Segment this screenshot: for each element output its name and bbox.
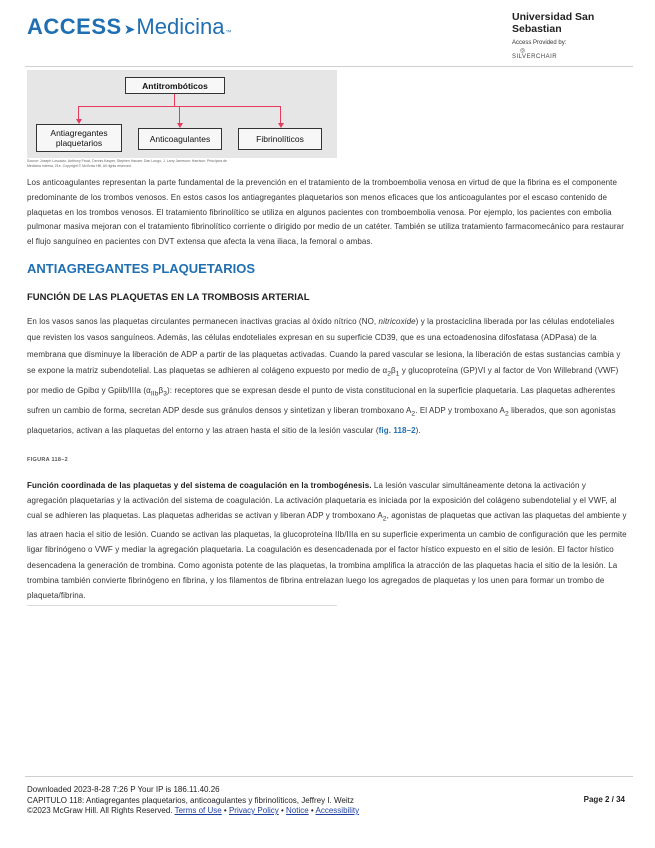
figure-box-antiagregantes-line1: Antiagregantes <box>50 128 108 138</box>
logo-medicina-text: Medicina <box>136 14 225 39</box>
logo-access-text: ACCESS <box>27 14 122 39</box>
figure-box-anticoagulantes: Anticoagulantes <box>138 128 222 150</box>
figure-box-antitromboticos: Antitrombóticos <box>125 77 225 94</box>
antithrombotics-figure[interactable] <box>27 70 337 158</box>
page-number: Page 2 / 34 <box>583 795 625 804</box>
access-provided-label: Access Provided by: <box>512 40 567 46</box>
figure-box-antiagregantes-line2: plaquetarios <box>55 138 103 148</box>
header-divider <box>25 66 633 67</box>
para2-text-6: liberados, que son agonistas plaquetarios, activan a las plaquetas del entorno y las atraen hasta el sitio de la lesión vascular ( <box>27 405 616 435</box>
institution-name: Universidad San Sebastian <box>512 11 595 35</box>
footer-download-info: Downloaded 2023-8-28 7:26 P Your IP is 186.11.40.26 <box>27 785 220 794</box>
section-title: ANTIAGREGANTES PLAQUETARIOS <box>27 261 255 276</box>
para2-text-7: ). <box>415 425 421 435</box>
para2-italic-term: nitricoxide <box>378 317 416 326</box>
para2-sub-2a: 2 <box>411 410 416 418</box>
accessmedicina-logo[interactable] <box>27 14 231 40</box>
para2-text-3: y glucoproteína (GP)VI y al factor de Von Willebrand (VWF) por medio de Gpibα y Gpiib/IIIa (α <box>27 365 619 395</box>
notice-link[interactable]: Notice <box>286 806 309 815</box>
page-header <box>0 0 655 68</box>
footer-separator: • <box>278 806 286 815</box>
para2-text-4: ): receptores que se expresan desde el punto de vista constitucional en la superficie plaquetaria. Las plaquetas adherentes sufren un cambio de forma, secretan ADP desde sus gránulos densos y sintetizan y liberan tromboxano A <box>27 385 616 415</box>
logo-arrow-icon: ➤ <box>123 21 136 37</box>
footer-separator: • <box>308 806 316 815</box>
footer-separator: • <box>221 806 229 815</box>
caption-sub-2: 2 <box>382 516 387 523</box>
figure-credit: Source: Joseph Loscalzo, Anthony Fauci, Dennis Kasper, Stephen Hauser, Dan Longo, J. Larry Jameson: Harrison. Principios de Medicina Interna, 21e. Copyright © McGraw Hill. All rights reserved. <box>27 159 227 168</box>
privacy-policy-link[interactable]: Privacy Policy <box>228 806 279 815</box>
para2-sub-2: 2 <box>387 370 392 378</box>
caption-text-2: , agonistas de plaquetas que activan las plaquetas del ambiente y las atraen hacia el sitio de lesión. Cuando se activan las plaquetas, la glucoproteína IIb/IIIa en su superficie experimenta un cambio de configuración que les permite ligar fibrinógeno o VWF y mediar la agregación plaquetaria. La coagulación es desencadenada por el factor hístico expuesto en el sitio de lesión. El factor hístico desencadena la generación de trombina. Como agonista potente de las plaquetas, la trombina amplifica la atracción de las plaquetas hacia el sitio de la lesión. La trombina también convierte fibrinógeno en fibrina, y los filamentos de fibrina entrelazan luego los agregados de plaquetas y los unen para formar un trombo de plaqueta/fibrina. <box>27 511 627 601</box>
figure-reference-link[interactable]: fig. 118–2 <box>378 425 416 435</box>
footer-links-line <box>27 806 627 817</box>
intro-paragraph: Los anticoagulantes representan la parte fundamental de la prevención en el tratamiento de la tromboembolia venosa en virtud de que la fibrina es el componente predominante de los trombos venosos. En estos casos los antiagregantes plaquetarios son menos eficaces que los anticoagulantes por el escaso contenido de plaquetas en los trombos venosos. El tratamiento fibrinolítico se utiliza en algunos pacientes con tromboembolia venosa. Por ejemplo, los pacientes con embolia pulmonar masiva mejoran con el tratamiento fibrinolítico corriente o dirigido por medio de un catéter. También se utiliza tratamiento farmacomecánico para restaurar el flujo sanguíneo en pacientes con DVT extensa que afecta la vena iliaca, la femoral o ambas. <box>27 178 624 247</box>
terms-of-use-link[interactable]: Terms of Use <box>174 806 222 815</box>
logo-trademark: ™ <box>225 30 232 36</box>
figure-caption-paragraph <box>27 478 628 603</box>
footer-divider <box>25 776 633 777</box>
figure-connector-left <box>78 106 79 119</box>
institution-block <box>512 11 630 60</box>
figure-connector-vertical <box>174 94 175 106</box>
page-footer <box>27 785 627 817</box>
para2-text-5: . El ADP y tromboxano A <box>415 405 505 415</box>
para2-beta-2: β <box>158 385 164 395</box>
para2-beta: β <box>391 365 396 375</box>
para2-sub-1: 1 <box>395 370 400 378</box>
figure-end-divider <box>27 605 337 606</box>
footer-chapter-title: CAPITULO 118: Antiagregantes plaquetarios, anticoagulantes y fibrinolíticos, Jeffrey I. Weitz <box>27 795 354 805</box>
figure-connector-center <box>179 106 180 123</box>
platelet-function-paragraph <box>27 314 628 439</box>
para2-sub-3: 3 <box>163 390 168 398</box>
para2-text-2: ) y la prostaciclina liberada por las células endoteliales que revisten los vasos sanguíneos. Además, las células endoteliales expresan en su superficie CD39, que es una ectoadenosina difosfatasa (ADPasa) de la membrana que disminuye la liberación de ADP a partir de las plaquetas activadas. Cuando la pared vascular se lesiona, la liberación de estas sustancias cambia y se expone la matriz subendotelial. Las plaquetas se adhieren al colágeno expuesto por medio de α <box>27 317 621 375</box>
accessibility-link[interactable]: Accessibility <box>315 806 360 815</box>
caption-title: Función coordinada de las plaquetas y del sistema de coagulación en la trombogénesis. <box>27 481 372 490</box>
subsection-title: FUNCIÓN DE LAS PLAQUETAS EN LA TROMBOSIS ARTERIAL <box>27 292 310 303</box>
footer-copyright: ©2023 McGraw Hill. All Rights Reserved. <box>27 806 175 815</box>
para2-text-1: En los vasos sanos las plaquetas circulantes permanecen inactivas gracias al óxido nítrico (NO, <box>27 317 379 326</box>
provider-emblem-icon: ◎ <box>520 48 526 54</box>
para2-sub-2b: 2 <box>504 410 509 418</box>
para2-sub-iib: IIb <box>150 390 159 398</box>
figure-label: FIGURA 118–2 <box>27 457 68 463</box>
provider-logo: SILVERCHAIR <box>512 54 558 60</box>
figure-box-antiagregantes <box>36 124 122 152</box>
caption-text-1: La lesión vascular simultáneamente detona la activación y agregación plaquetarias y la activación del sistema de coagulación. La activación plaquetaria es iniciada por la exposición del colágeno subendotelial y el VWF, al cual se adhieren las plaquetas. Las plaquetas adheridas se activan y liberan ADP y tromboxano A <box>27 481 617 521</box>
figure-connector-right <box>280 106 281 123</box>
figure-box-fibrinoliticos: Fibrinolíticos <box>238 128 322 150</box>
